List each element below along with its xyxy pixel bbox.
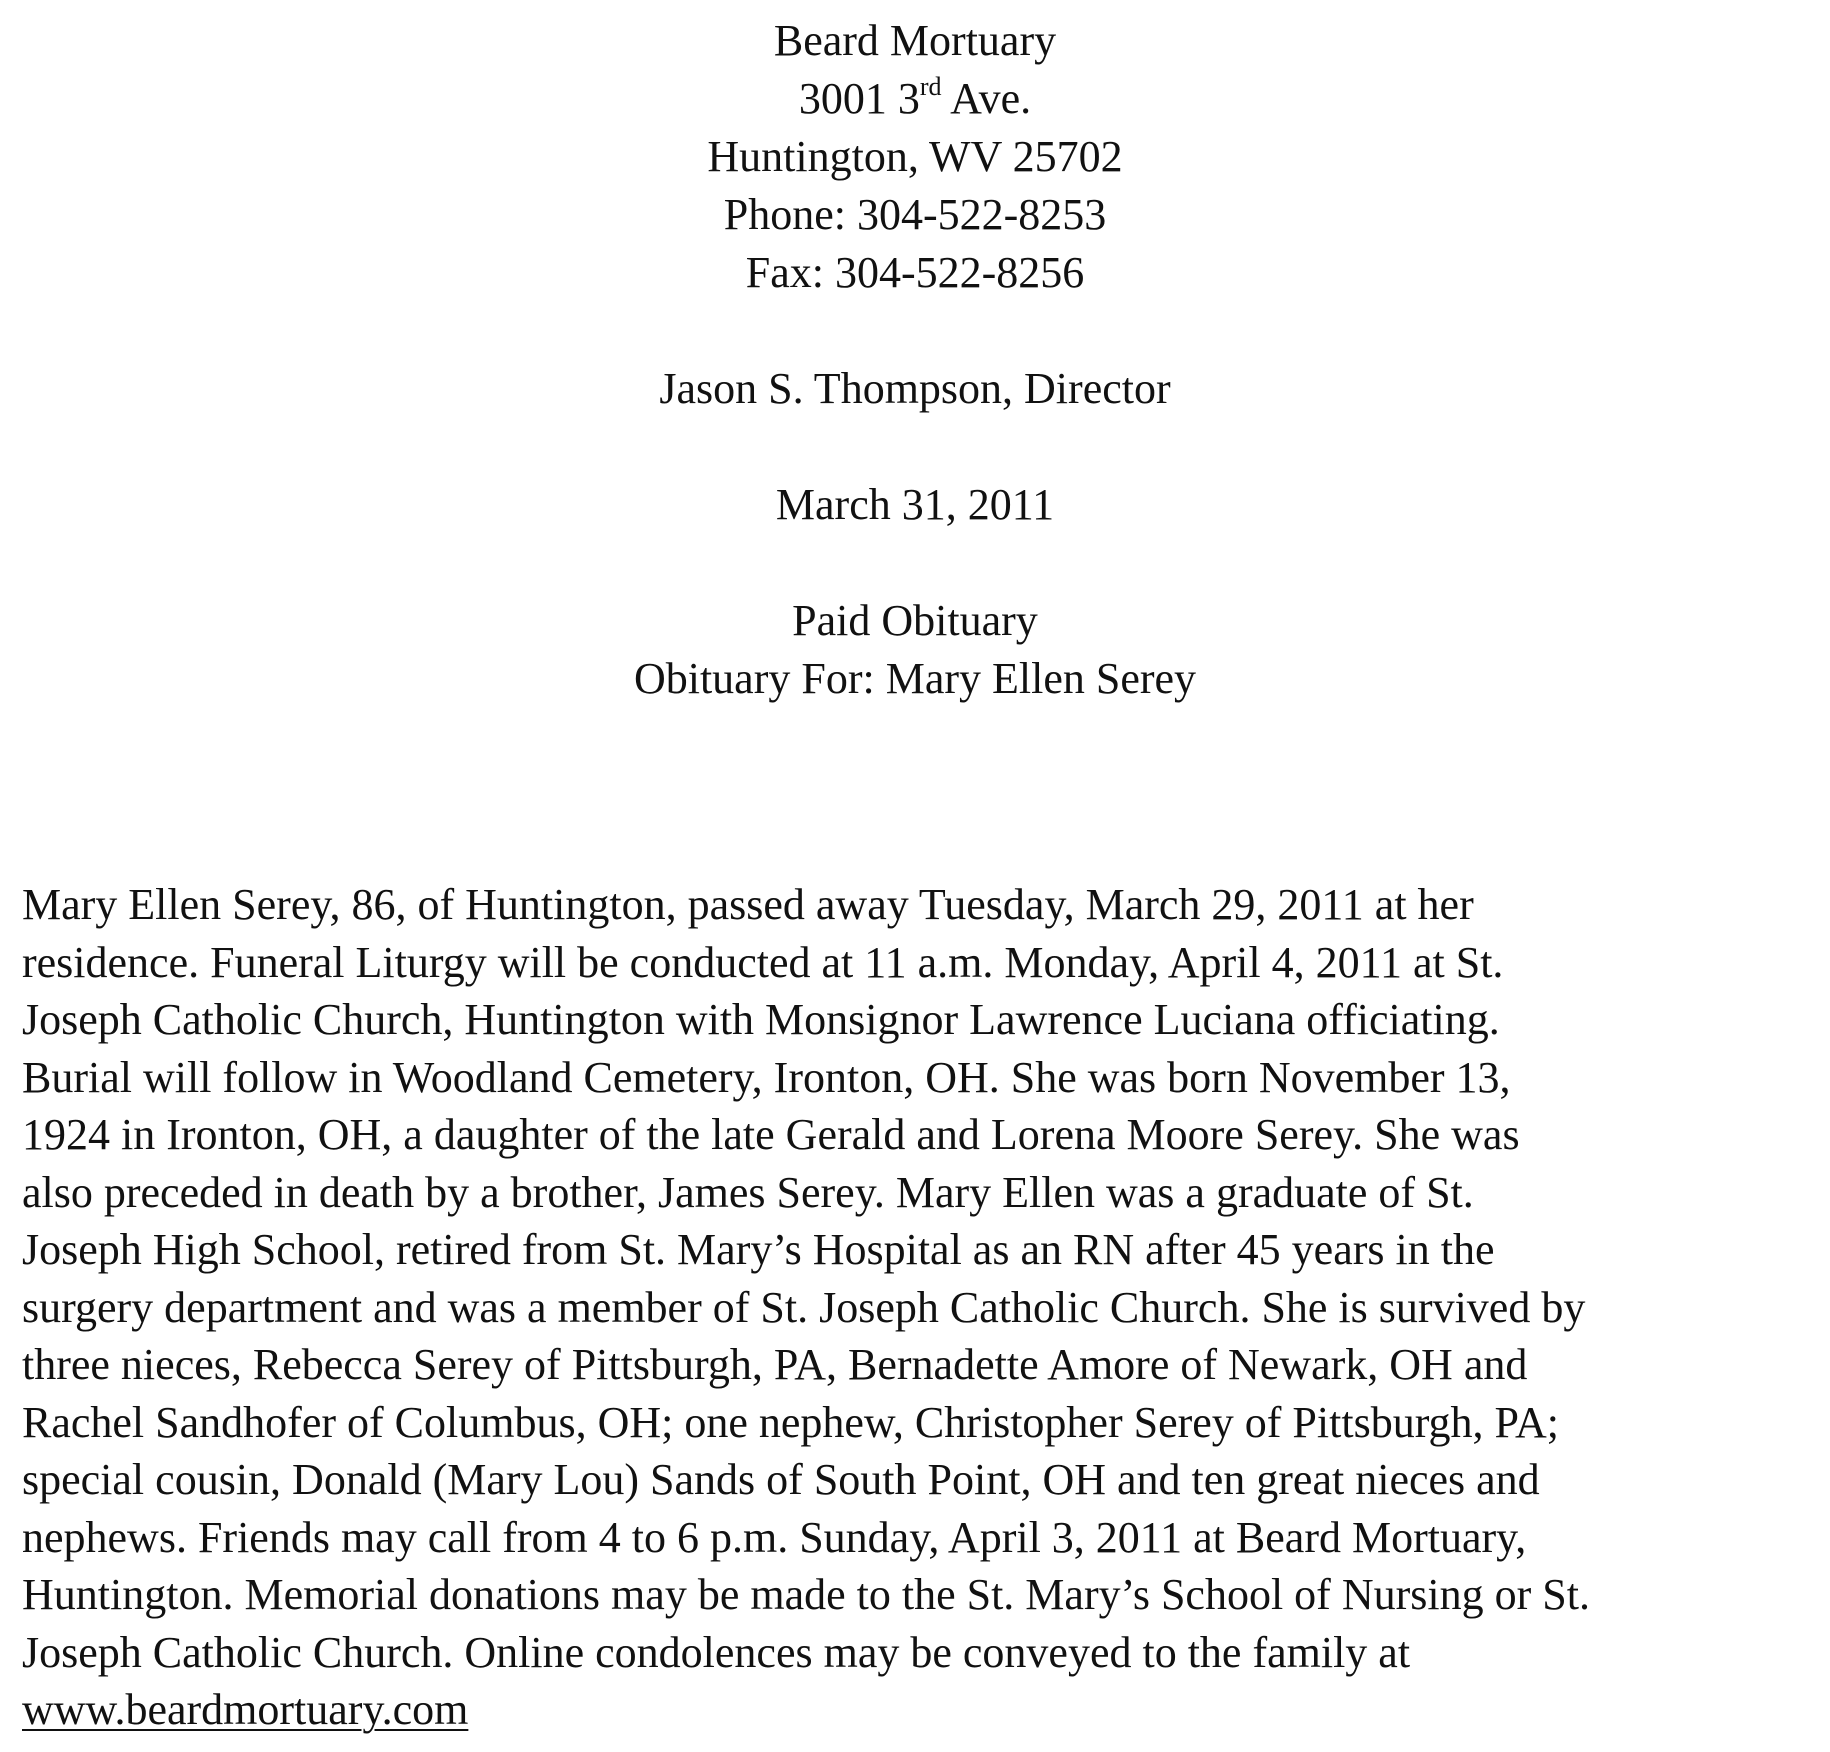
obituary-line: Joseph High School, retired from St. Mary’s Hospital as an RN after 45 years in the xyxy=(22,1225,1495,1274)
website-link[interactable]: www.beardmortuary.com xyxy=(22,1685,469,1734)
obituary-line: residence. Funeral Liturgy will be conducted at 11 a.m. Monday, April 4, 2011 at St. xyxy=(22,937,1504,987)
obituary-body xyxy=(22,876,1822,1739)
obituary-line: Joseph Catholic Church, Huntington with Monsignor Lawrence Luciana officiating. xyxy=(22,995,1500,1044)
obituary-line: Joseph Catholic Church. Online condolences may be conveyed to the family at xyxy=(22,1627,1411,1677)
obituary-line: Huntington. Memorial donations may be made to the St. Mary’s School of Nursing or St. xyxy=(22,1570,1590,1619)
street-ordinal: rd xyxy=(919,72,942,101)
phone-number: Phone: 304-522-8253 xyxy=(723,190,1107,239)
street-suffix: Ave. xyxy=(941,74,1032,123)
obituary-line: 1924 in Ironton, OH, a daughter of the late Gerald and Lorena Moore Serey. She was xyxy=(22,1110,1520,1159)
obituary-line: Rachel Sandhofer of Columbus, OH; one nephew, Christopher Serey of Pittsburgh, PA; xyxy=(22,1397,1559,1447)
city-state-zip: Huntington, WV 25702 xyxy=(707,132,1123,181)
spacer xyxy=(0,302,1830,360)
obituary-line: Mary Ellen Serey, 86, of Huntington, passed away Tuesday, March 29, 2011 at her xyxy=(22,880,1474,929)
obituary-subject: Obituary For: Mary Ellen Serey xyxy=(633,654,1197,703)
street-number: 3001 3 xyxy=(798,74,920,123)
spacer xyxy=(0,418,1830,476)
obituary-line: Burial will follow in Woodland Cemetery, Ironton, OH. She was born November 13, xyxy=(22,1052,1511,1102)
obituary-line: also preceded in death by a brother, James Serey. Mary Ellen was a graduate of St. xyxy=(22,1167,1474,1217)
letterhead xyxy=(0,12,1830,708)
obituary-line: special cousin, Donald (Mary Lou) Sands of South Point, OH and ten great nieces and xyxy=(22,1455,1540,1504)
obituary-line: surgery department and was a member of St. Joseph Catholic Church. She is survived by xyxy=(22,1282,1586,1332)
street-address xyxy=(0,70,1830,128)
fax-number: Fax: 304-522-8256 xyxy=(745,248,1085,297)
obituary-line: three nieces, Rebecca Serey of Pittsburgh, PA, Bernadette Amore of Newark, OH and xyxy=(22,1340,1528,1389)
director-name: Jason S. Thompson, Director xyxy=(659,364,1171,413)
business-name: Beard Mortuary xyxy=(773,16,1057,65)
obituary-line: nephews. Friends may call from 4 to 6 p.m. Sunday, April 3, 2011 at Beard Mortuary, xyxy=(22,1512,1527,1562)
document-date: March 31, 2011 xyxy=(775,480,1055,529)
spacer xyxy=(0,534,1830,592)
notice-type: Paid Obituary xyxy=(792,596,1038,645)
